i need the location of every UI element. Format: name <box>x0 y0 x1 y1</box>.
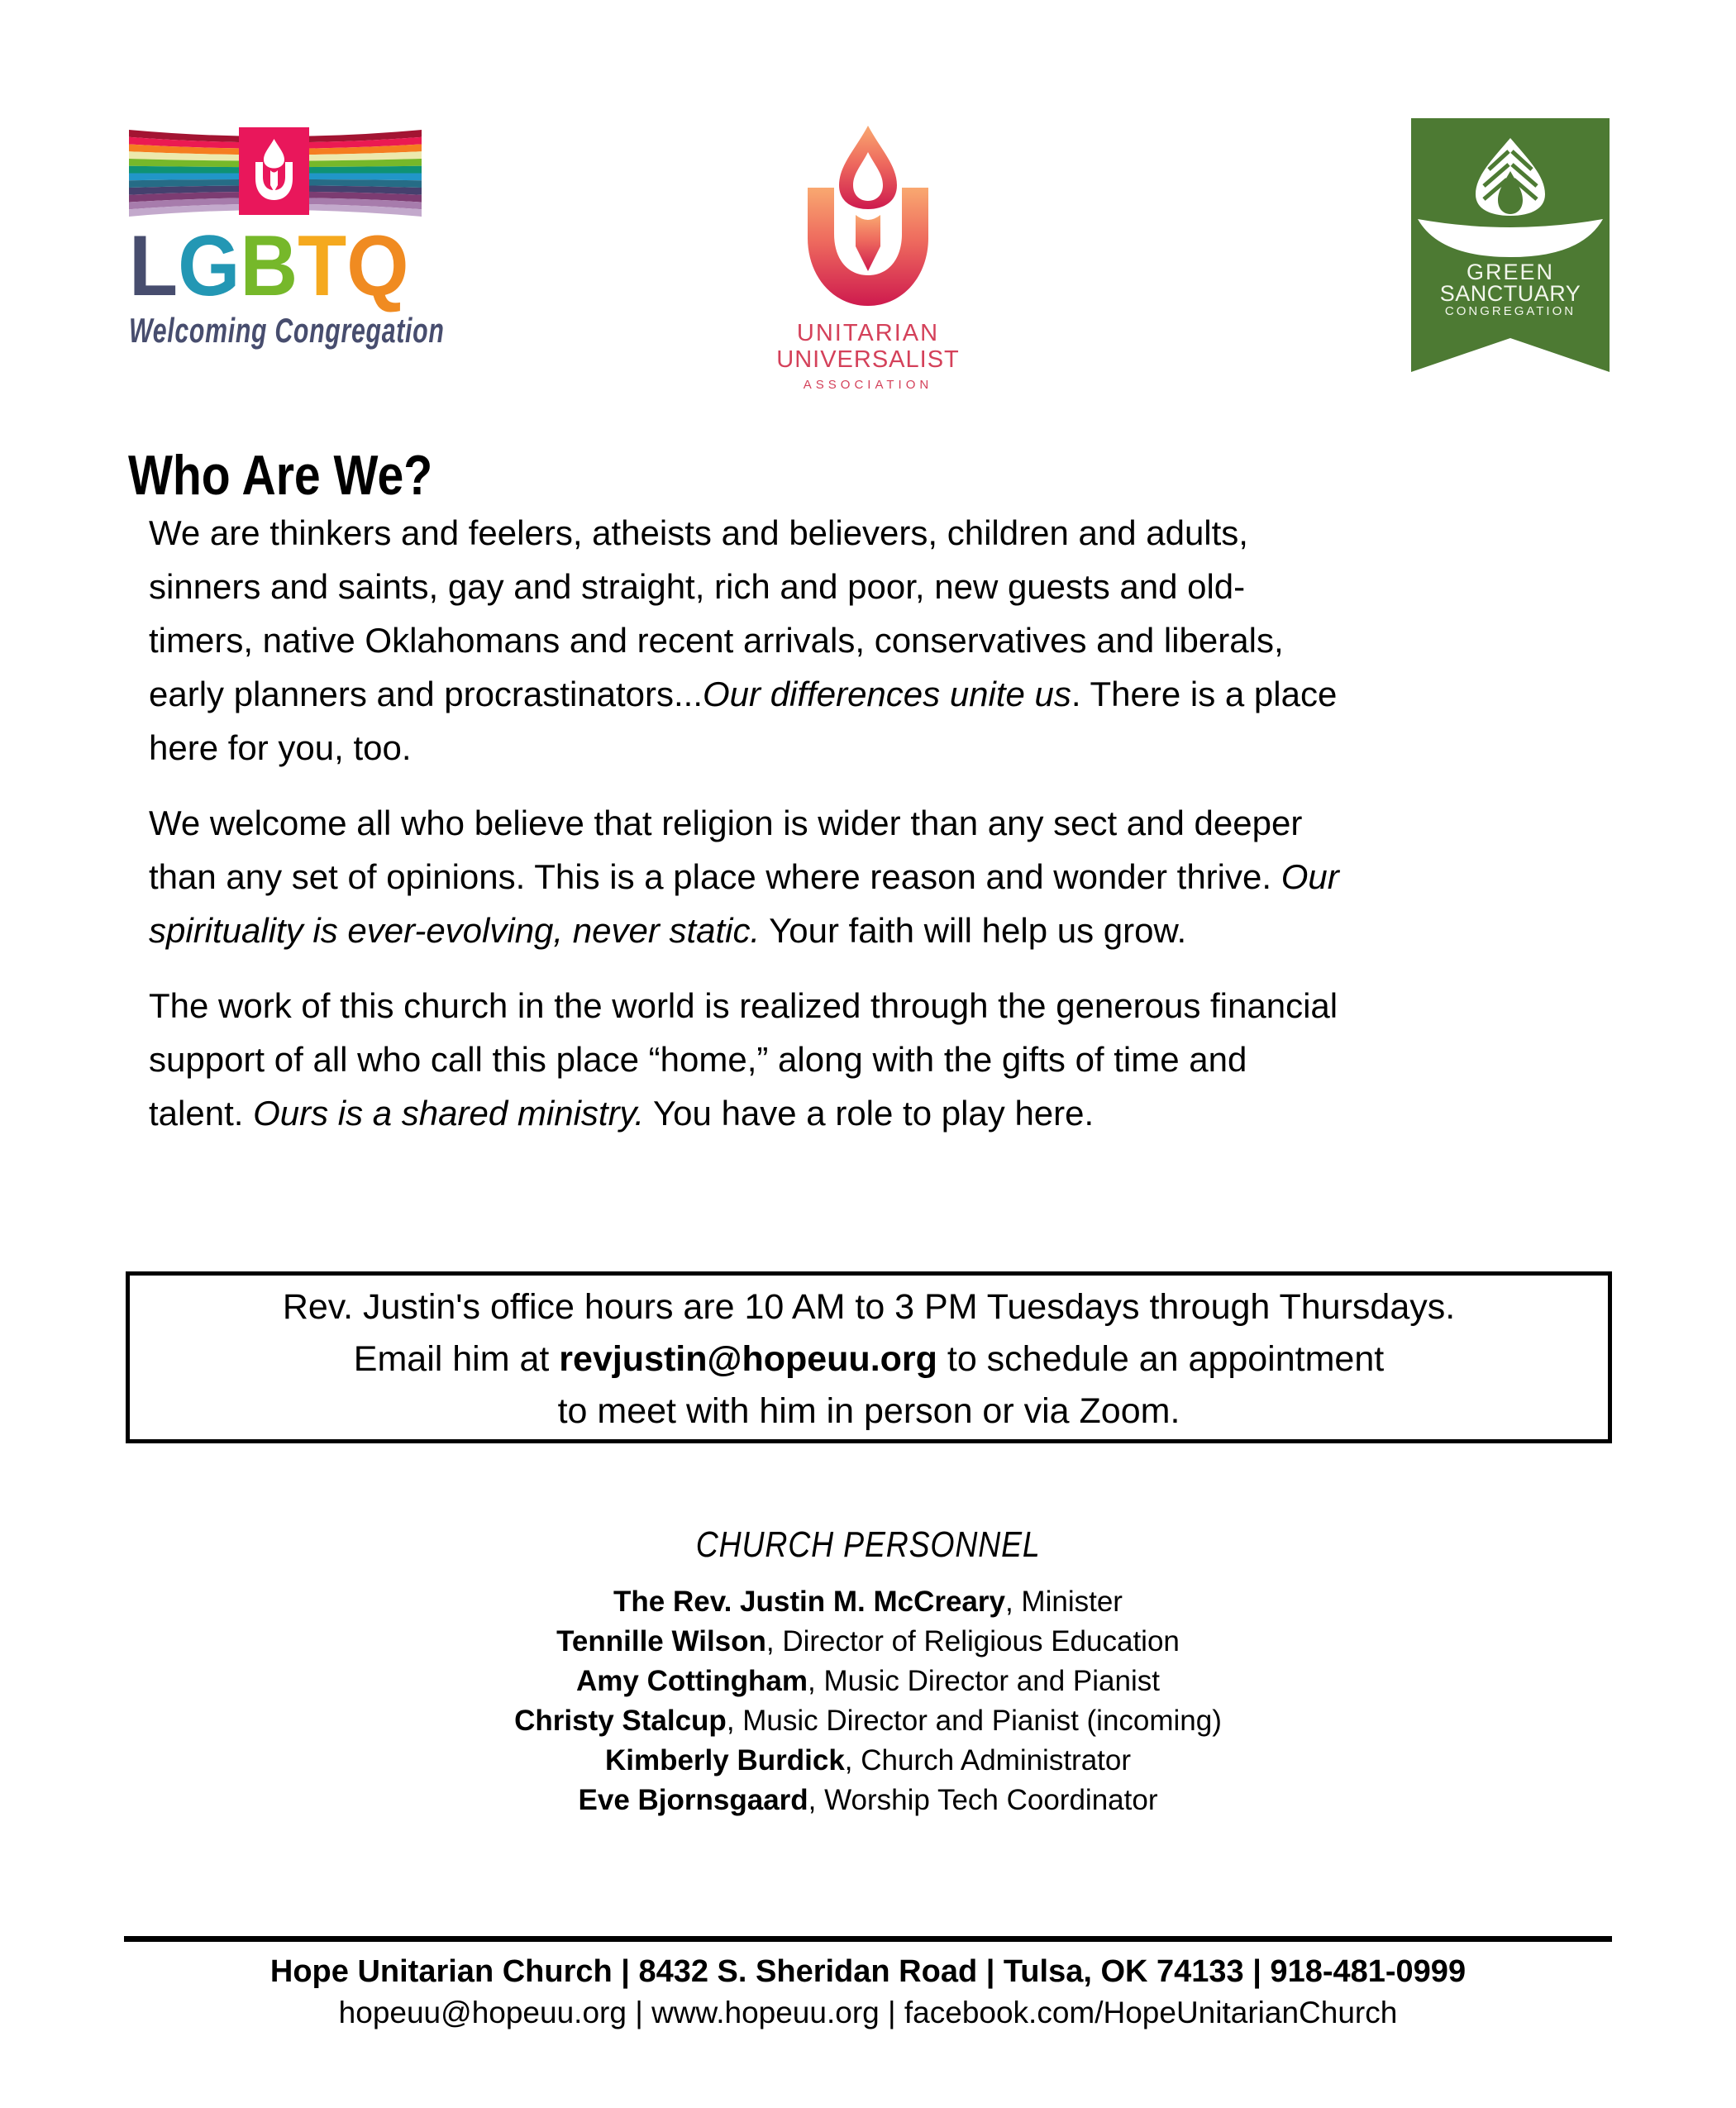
person-name: Tennille Wilson <box>556 1625 766 1657</box>
lgbtq-wordmark <box>129 218 409 314</box>
page-title: Who Are We? <box>128 444 433 507</box>
lgbtq-letter: T <box>298 218 347 314</box>
personnel-entry <box>0 1701 1736 1741</box>
person-role: , Music Director and Pianist <box>808 1665 1160 1697</box>
personnel-entry <box>0 1781 1736 1820</box>
personnel-heading-row <box>0 1524 1736 1566</box>
person-name: Eve Bjornsgaard <box>578 1784 808 1816</box>
who-we-are-paragraph-2: We welcome all who believe that religion is wider than any sect and deeper than any set of opinions. This is a place where reason and wonder thrive. Our spirituality is ever-evolving, never static. Your faith will help us grow. <box>149 804 1339 950</box>
who-we-are-section <box>149 506 1629 1161</box>
person-role: , Director of Religious Education <box>765 1625 1180 1657</box>
who-we-are-paragraph-1: We are thinkers and feelers, atheists and believers, children and adults, sinners and saints, gay and straight, rich and poor, new guests and old- timers, native Oklahomans and recent arrivals, conservatives and liberals, early planners and procrastinators...Our differences unite us. There is a place here for you, too. <box>149 513 1338 767</box>
personnel-entry <box>0 1662 1736 1701</box>
footer-divider <box>124 1936 1612 1942</box>
footer-web-line: hopeuu@hopeuu.org | www.hopeuu.org | facebook.com/HopeUnitarianChurch <box>338 1996 1398 2029</box>
lgbtq-tagline: Welcoming Congregation <box>129 311 445 350</box>
gs-title-line2: SANCTUARY <box>1439 281 1581 306</box>
person-name: The Rev. Justin M. McCreary <box>613 1586 1005 1618</box>
personnel-entry <box>0 1582 1736 1622</box>
person-role: , Church Administrator <box>844 1744 1132 1777</box>
lgbtq-welcoming-congregation-logo <box>129 122 445 362</box>
footer-contact-line: Hope Unitarian Church | 8432 S. Sheridan Road | Tulsa, OK 74133 | 918-481-0999 <box>269 1954 1467 1989</box>
person-name: Christy Stalcup <box>514 1705 727 1737</box>
who-we-are-paragraph-3: The work of this church in the world is realized through the generous financial support of all who call this place “home,” along with the gifts of time and talent. Ours is a shared ministry. You have a role to play here. <box>149 986 1338 1133</box>
uua-name-line1: UNITARIAN <box>796 320 940 346</box>
green-sanctuary-logo <box>1411 118 1610 372</box>
gs-title-line1: GREEN <box>1466 260 1555 284</box>
uua-name-line2: UNIVERSALIST <box>776 346 960 373</box>
lgbtq-letter: G <box>178 218 241 314</box>
personnel-entry <box>0 1622 1736 1662</box>
person-role: , Music Director and Pianist (incoming) <box>726 1705 1222 1737</box>
gs-title-line3: CONGREGATION <box>1444 304 1576 318</box>
lgbtq-letter: B <box>240 218 298 314</box>
lgbtq-letter: L <box>129 218 179 314</box>
person-name: Amy Cottingham <box>576 1665 808 1697</box>
personnel-entry <box>0 1741 1736 1781</box>
uua-chalice-icon <box>798 122 938 308</box>
lgbtq-letter: Q <box>346 218 409 314</box>
office-hours-text: Rev. Justin's office hours are 10 AM to 3 PM Tuesdays through Thursdays. Email him at revjustin@hopeuu.org to schedule an appointment to meet with him in person or via Zoom. <box>282 1287 1456 1431</box>
person-role: , Minister <box>1004 1586 1123 1618</box>
personnel-list <box>0 1582 1736 1820</box>
uua-logo <box>761 120 975 401</box>
office-hours-box <box>126 1271 1612 1443</box>
personnel-heading: CHURCH PERSONNEL <box>695 1524 1041 1565</box>
person-role: , Worship Tech Coordinator <box>808 1784 1158 1816</box>
uua-name-line3: ASSOCIATION <box>803 378 933 392</box>
chalice-badge-icon <box>239 127 309 215</box>
person-name: Kimberly Burdick <box>604 1744 845 1777</box>
